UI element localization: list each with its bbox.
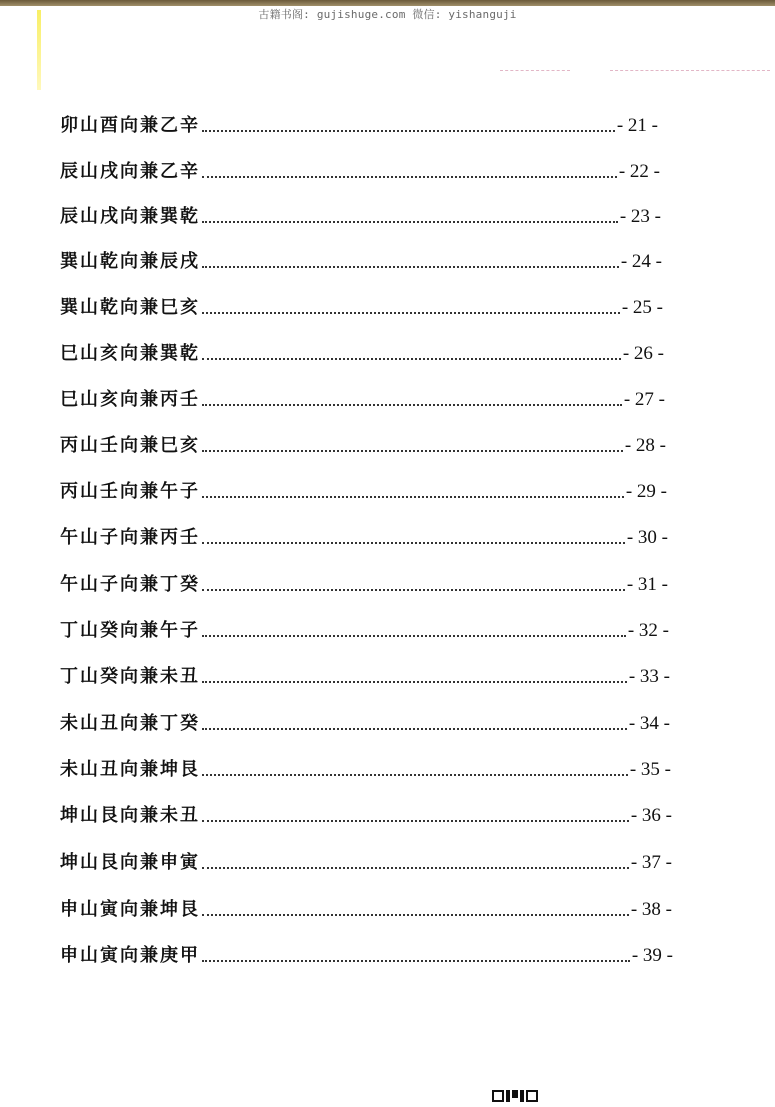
toc-entry-page: - 23 - [619, 206, 661, 227]
toc-entry-title: 坤山艮向兼申寅 [60, 852, 200, 873]
toc-leader-dots [202, 774, 628, 776]
toc-leader-dots [202, 635, 626, 637]
toc-entry[interactable] [60, 471, 667, 503]
toc-leader-dots [202, 404, 622, 406]
toc-entry[interactable] [60, 151, 660, 183]
toc-entry[interactable] [60, 795, 672, 827]
toc-entry-page: - 39 - [631, 945, 673, 966]
toc-leader-dots [202, 221, 618, 223]
toc-leader-dots [202, 728, 627, 730]
toc-leader-dots [202, 266, 619, 268]
toc-entry[interactable] [60, 287, 663, 319]
toc-entry-page: - 27 - [623, 389, 665, 410]
toc-entry-page: - 33 - [628, 666, 670, 687]
toc-entry-page: - 34 - [628, 713, 670, 734]
toc-leader-dots [202, 130, 615, 132]
toc-entry-page: - 24 - [620, 251, 662, 272]
toc-entry[interactable] [60, 935, 673, 967]
toc-entry-page: - 38 - [630, 899, 672, 920]
toc-entry[interactable] [60, 889, 672, 921]
toc-leader-dots [202, 589, 625, 591]
toc-entry-title: 申山寅向兼坤艮 [60, 899, 200, 920]
toc-leader-dots [202, 312, 620, 314]
toc-leader-dots [202, 358, 621, 360]
watermark-text: 古籍书阁: gujishuge.com 微信: yishanguji [258, 8, 517, 21]
toc-entry[interactable] [60, 379, 665, 411]
toc-entry[interactable] [60, 241, 662, 273]
toc-entry-title: 辰山戌向兼乙辛 [60, 161, 200, 182]
toc-entry[interactable] [60, 425, 666, 457]
toc-entry-page: - 31 - [626, 574, 668, 595]
toc-entry-title: 午山子向兼丙壬 [60, 527, 200, 548]
toc-entry-page: - 29 - [625, 481, 667, 502]
toc-entry[interactable] [60, 105, 658, 137]
toc-entry-title: 巳山亥向兼巽乾 [60, 343, 200, 364]
toc-entry[interactable] [60, 749, 671, 781]
toc-entry-page: - 30 - [626, 527, 668, 548]
toc-entry-page: - 25 - [621, 297, 663, 318]
toc-entry-title: 未山丑向兼坤艮 [60, 759, 200, 780]
toc-entry-page: - 22 - [618, 161, 660, 182]
toc-leader-dots [202, 542, 625, 544]
toc-entry-title: 坤山艮向兼未丑 [60, 805, 200, 826]
toc-entry[interactable] [60, 842, 672, 874]
toc-entry-page: - 21 - [616, 115, 658, 136]
toc-entry-title: 巽山乾向兼辰戌 [60, 251, 200, 272]
toc-leader-dots [202, 820, 629, 822]
toc-entry-title: 丙山壬向兼巳亥 [60, 435, 200, 456]
toc-entry[interactable] [60, 610, 669, 642]
toc-entry-page: - 28 - [624, 435, 666, 456]
toc-entry[interactable] [60, 333, 664, 365]
toc-leader-dots [202, 914, 629, 916]
toc-entry[interactable] [60, 517, 668, 549]
toc-leader-dots [202, 681, 627, 683]
toc-leader-dots [202, 176, 617, 178]
toc-entry-title: 丁山癸向兼未丑 [60, 666, 200, 687]
toc-leader-dots [202, 450, 623, 452]
qr-code-icon [492, 1090, 546, 1104]
toc-entry-page: - 32 - [627, 620, 669, 641]
toc-leader-dots [202, 960, 630, 962]
toc-entry[interactable] [60, 656, 670, 688]
toc-entry-page: - 26 - [622, 343, 664, 364]
scan-edge-mark [37, 10, 41, 90]
toc-entry-title: 丙山壬向兼午子 [60, 481, 200, 502]
toc-entry-title: 卯山酉向兼乙辛 [60, 115, 200, 136]
toc-entry-title: 申山寅向兼庚甲 [60, 945, 200, 966]
toc-entry-title: 丁山癸向兼午子 [60, 620, 200, 641]
toc-leader-dots [202, 867, 629, 869]
scan-speck-line [610, 70, 770, 73]
toc-entry-title: 午山子向兼丁癸 [60, 574, 200, 595]
toc-entry-title: 巽山乾向兼巳亥 [60, 297, 200, 318]
toc-leader-dots [202, 496, 624, 498]
toc-entry[interactable] [60, 703, 670, 735]
toc-entry[interactable] [60, 196, 661, 228]
toc-entry-title: 巳山亥向兼丙壬 [60, 389, 200, 410]
toc-entry-title: 辰山戌向兼巽乾 [60, 206, 200, 227]
toc-entry-title: 未山丑向兼丁癸 [60, 713, 200, 734]
scan-speck-line [500, 70, 570, 73]
toc-entry[interactable] [60, 564, 668, 596]
toc-entry-page: - 35 - [629, 759, 671, 780]
toc-entry-page: - 36 - [630, 805, 672, 826]
toc-entry-page: - 37 - [630, 852, 672, 873]
